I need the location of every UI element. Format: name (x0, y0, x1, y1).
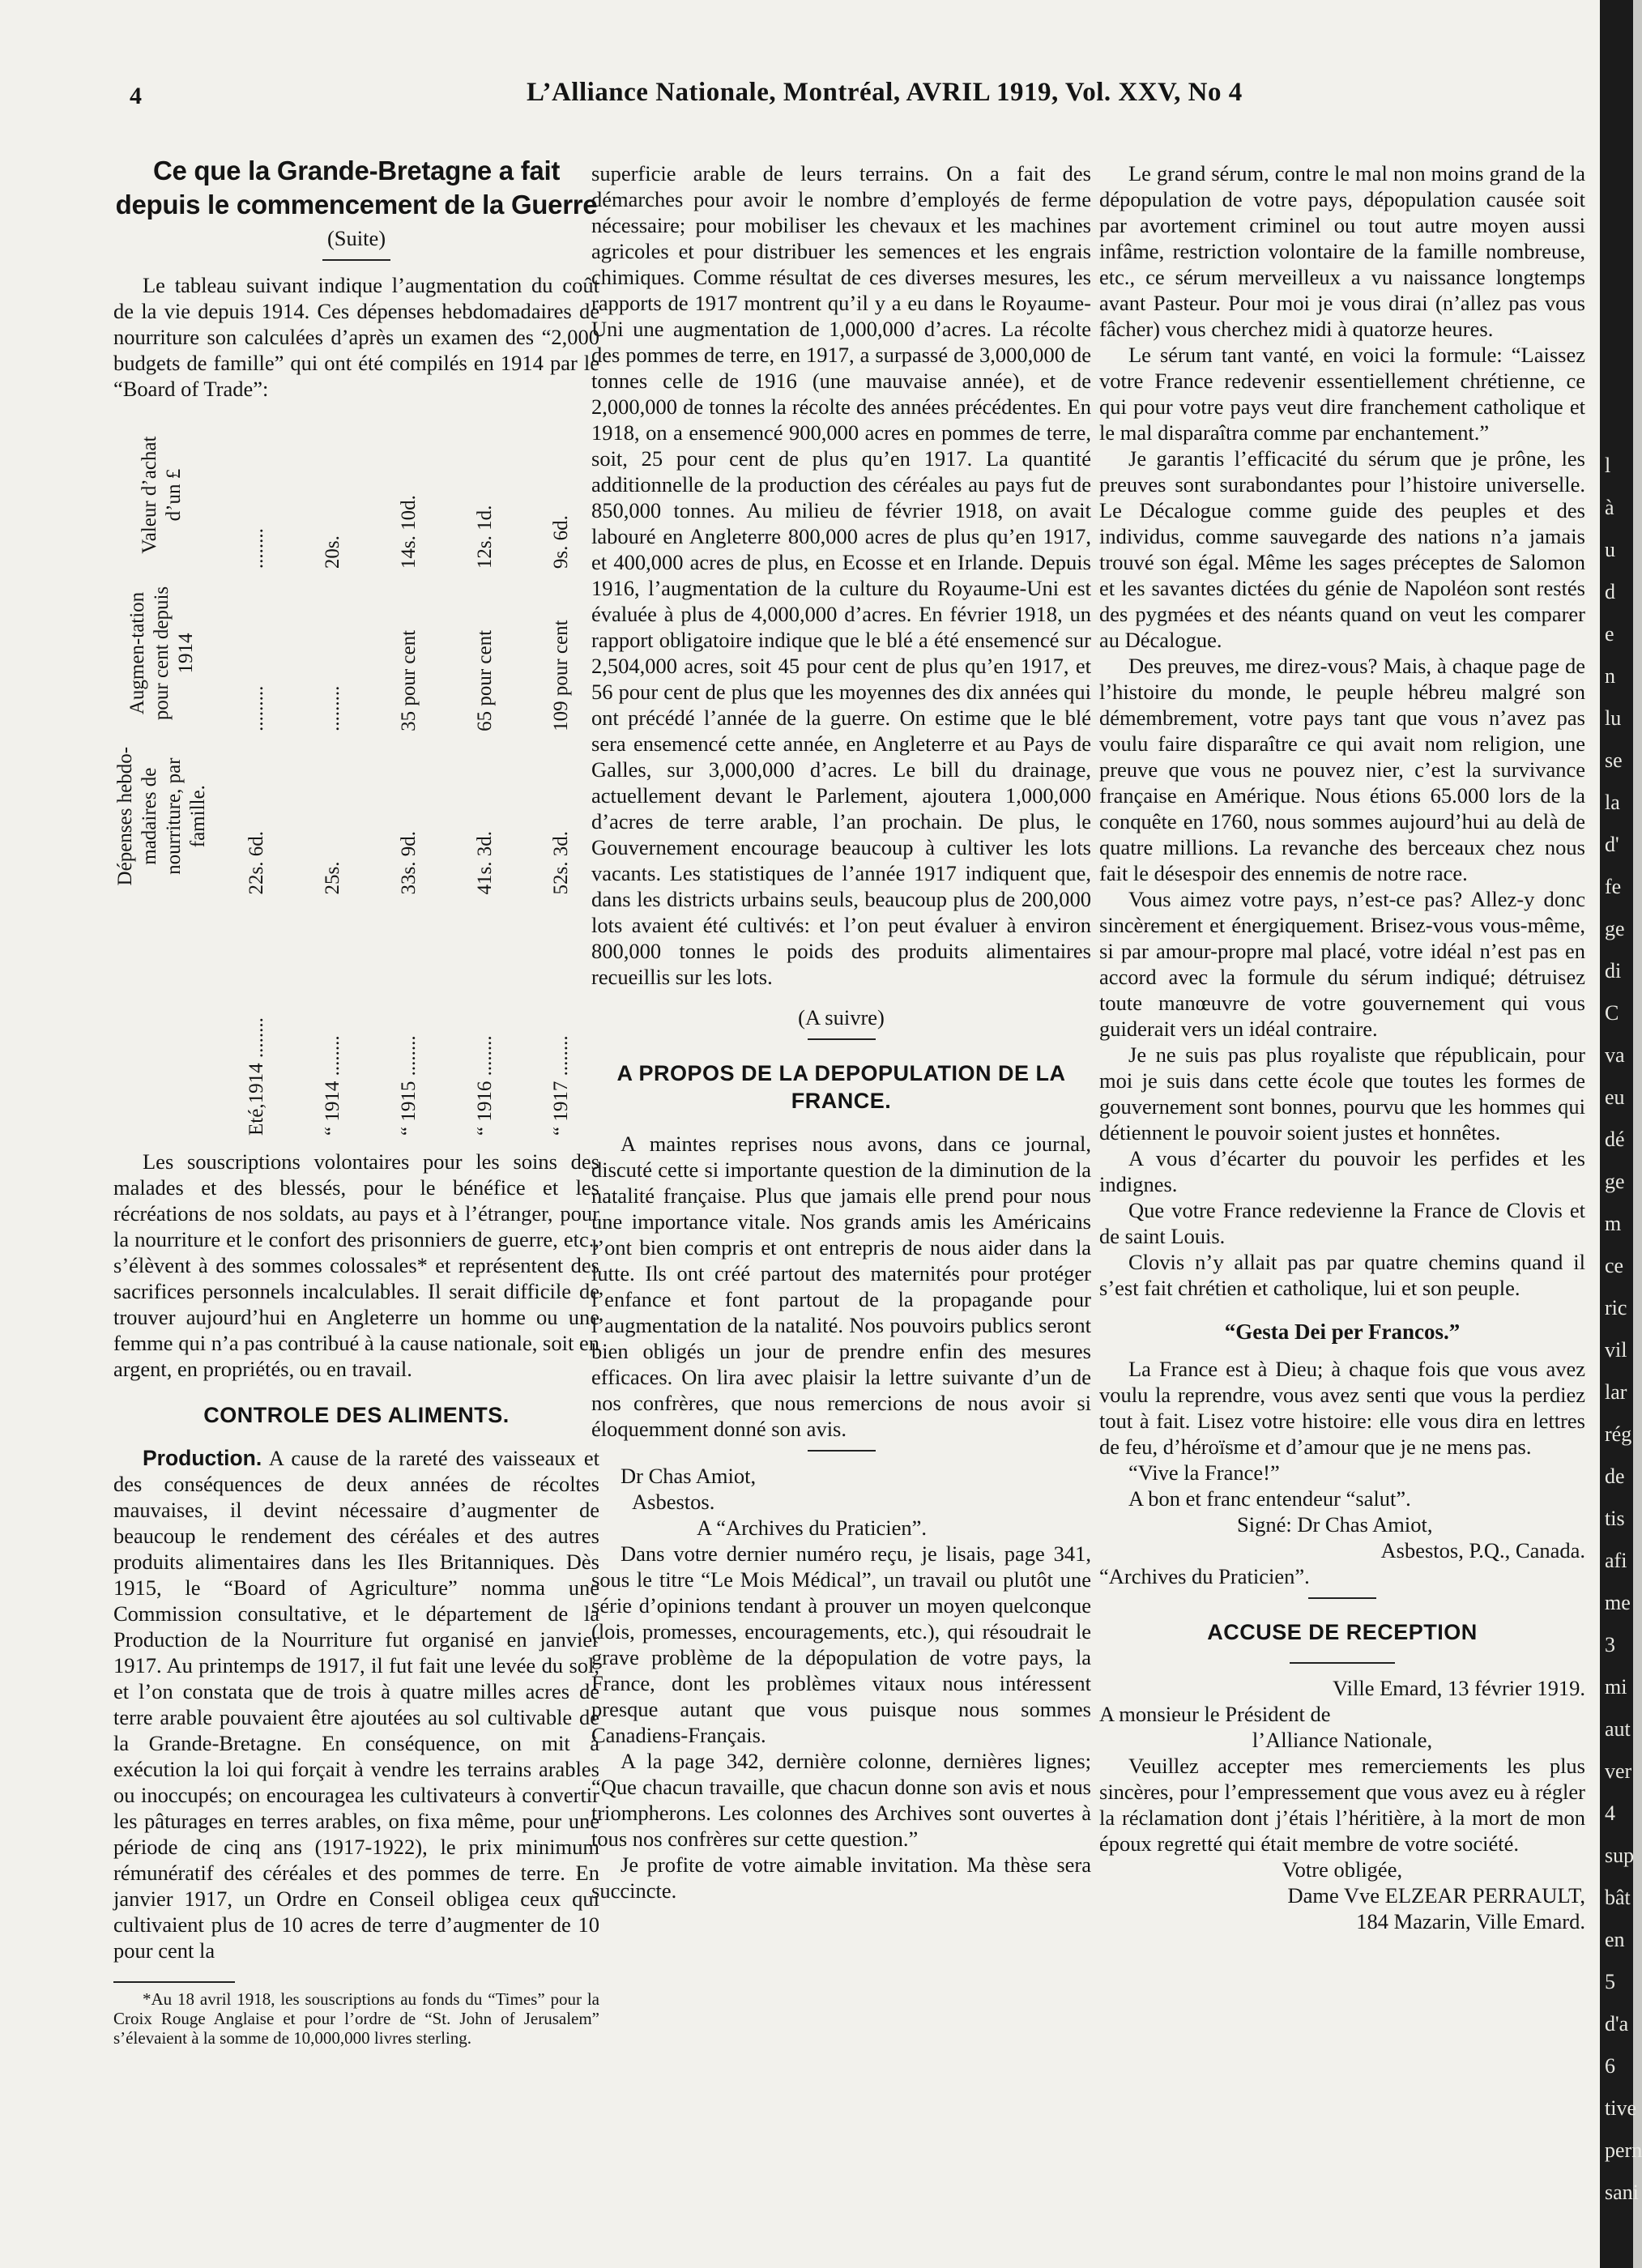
next-page-fragment: m (1605, 1212, 1622, 1235)
paragraph-serum-6: Je ne suis pas plus royaliste que républicain, pour moi je suis dans cette école que toutes les formes de gouvernement sont bonnes, pourvu que les hommes qui détiennent le pouvoir soient justes et honnêtes. (1099, 1042, 1585, 1145)
page-number: 4 (130, 83, 142, 109)
next-page-fragment: lu (1605, 706, 1622, 730)
row-label: “ 1914 ........ (322, 1035, 343, 1136)
row-label: “ 1916 ........ (474, 1035, 496, 1136)
next-page-fragment: tive (1605, 2096, 1636, 2120)
footnote: *Au 18 avril 1918, les souscriptions au fonds du “Times” pour la Croix Rouge Anglaise et pour l’ordre de “St. John of Jerusalem” s’élevaient à la somme de 10,000,000 livres sterling. (113, 1989, 599, 2048)
paragraph-serum-5: Vous aimez votre pays, n’est-ce pas? Allez-y donc sincèrement et énergiquement. Brisez-vous vous-même, si par amour-propre mal placé, votre idéal n’est pas en accord avec la formule du sérum indiqué; détruisez toute manœuvre de votre gouvernement qui vous guiderait vers un idéal contraire. (1099, 887, 1585, 1041)
next-page-fragment: de (1605, 1464, 1625, 1488)
run-in-heading: Production. (143, 1446, 262, 1470)
paragraph-serum-3: Je garantis l’efficacité du sérum que je prône, les preuves sont surabondantes pour l’histoire universelle. Le Décalogue comme guide des peuples et des individus, comme sauvegarde des nations n’a jamais trouvé son égal. Même les sages préceptes de Salomon et les savantes dictées du génie de Napoléon sont restés des pygmées et des néants quand on veut les comparer au Décalogue. (1099, 446, 1585, 652)
row-label: “ 1915 ........ (398, 1035, 420, 1136)
page-header (0, 78, 1600, 143)
table-header-year (113, 898, 219, 1140)
next-page-fragment: ge (1605, 1170, 1625, 1193)
column-2 (591, 160, 1091, 1904)
next-page-fragment: dé (1605, 1128, 1625, 1151)
table-header-value: Valeur d’achat d’un £ (139, 436, 185, 554)
next-page-fragment: tis (1605, 1507, 1625, 1530)
next-page-fragment: 4 (1605, 1801, 1615, 1825)
next-page-fragment: sani (1605, 2181, 1639, 2204)
next-page-fragment: ric (1605, 1296, 1627, 1319)
next-page-fragment: me (1605, 1591, 1631, 1614)
letter-addressee-1: A monsieur le Président de (1099, 1702, 1331, 1726)
row-spend: 41s. 3d. (474, 831, 496, 895)
row-value: ........ (245, 528, 267, 569)
letter-body: Veuillez accepter mes remerciements les plus sincères, pour l’empressement que vous avez eu à régler la réclamation dont j’étais l’héritière, à la mort de mon époux regretté qui était membre de votre société. (1099, 1754, 1585, 1856)
row-spend: 22s. 6d. (245, 831, 267, 895)
paragraph-serum-8: Que votre France redevienne la France de Clovis et de saint Louis. (1099, 1198, 1585, 1248)
row-spend: 33s. 9d. (398, 831, 420, 895)
article-title: Ce que la Grande-Bretagne a fait depuis le commencement de la Guerre (115, 156, 598, 220)
next-page-edge (1600, 0, 1642, 2268)
next-page-fragment: u (1605, 538, 1615, 561)
next-page-fragment: va (1605, 1043, 1625, 1067)
masthead: L’Alliance Nationale, Montréal, AVRIL 1919, Vol. XXV, No 4 (527, 78, 1243, 107)
next-page-fragment: se (1605, 748, 1623, 772)
table-row (371, 418, 447, 1139)
paragraph-depop-2: Dans votre dernier numéro reçu, je lisais, page 341, sous le titre “Le Mois Médical”, un travail ou plutôt une série d’opinions tendant à prouver un moyen quelconque (lois, promesses, encouragements, etc.), qui résoudrait le grave problème de la dépopulation de votre pays, la France, dont les problèmes vitaux nous intéressent presque autant que vous puisque nous sommes Canadiens-Français. (591, 1541, 1091, 1747)
next-page-fragment: aut (1605, 1717, 1631, 1741)
next-page-fragment: 6 (1605, 2054, 1615, 2078)
table-row (447, 418, 523, 1139)
table-row (523, 418, 599, 1139)
next-page-fragment: pern (1605, 2138, 1642, 2162)
next-page-fragment: 5 (1605, 1970, 1615, 1993)
paragraph-depop-1: A maintes reprises nous avons, dans ce journal, discuté cette si importante question de la diminution de la natalité française. Plus que jamais elle prend pour nous une importance vitale. Nos grands amis les Américains l’ont bien compris et ont entrepris de nous aider dans la lutte. Ils ont créé partout des maternités pour protéger l’enfance et font partout de la propagande pour l’augmentation de la natalité. Nos pouvoirs publics seront bien obligés un jour de prendre enfin des mesures efficaces. On lira avec plaisir la lettre suivante d’un de nos confrères, que nous remercions de nous avoir si éloquemment donné son avis. (591, 1132, 1091, 1441)
next-page-fragment: la (1605, 791, 1620, 814)
signature-line: Signé: Dr Chas Amiot, (1237, 1512, 1433, 1537)
article-subtitle: (Suite) (326, 226, 386, 250)
divider (322, 259, 390, 261)
section-heading-controle: CONTROLE DES ALIMENTS. (203, 1403, 510, 1427)
next-page-fragment: mi (1605, 1675, 1627, 1699)
cost-of-living-table-area (113, 410, 599, 1139)
table-header-spend: Dépenses hebdo-madaires de nourriture, par famille. (114, 746, 209, 886)
footnote-divider (113, 1981, 235, 1983)
section-heading-accuse: ACCUSE DE RECEPTION (1207, 1620, 1478, 1644)
column-1 (113, 154, 599, 2048)
row-increase: 65 pour cent (474, 629, 496, 731)
letter-date: Ville Emard, 13 février 1919. (1333, 1676, 1585, 1700)
next-page-fragment: en (1605, 1928, 1625, 1951)
column-3 (1099, 160, 1585, 1934)
next-page-fragment: afi (1605, 1549, 1627, 1572)
table-row (219, 418, 295, 1139)
salut-line: A bon et franc entendeur “salut”. (1128, 1486, 1411, 1511)
next-page-fragment: à (1605, 496, 1614, 519)
row-value: 9s. 6d. (550, 515, 572, 569)
next-page-fragment: d (1605, 580, 1615, 603)
row-increase: 35 pour cent (398, 629, 420, 731)
next-page-fragment: ce (1605, 1254, 1624, 1277)
gesta-heading: “Gesta Dei per Francos.” (1224, 1319, 1461, 1344)
paragraph-continuation: superficie arable de leurs terrains. On a fait des démarches pour avoir le nombre d’employés de ferme nécessaire; pour mobiliser les chevaux et les machines agricoles et pour distribuer les semences et les engrais chimiques. Comme résultat de ces diverses mesures, les rapports de 1917 montrent qu’il y a eu dans le Royaume-Uni une augmentation de 1,000,000 d’acres. La récolte des pommes de terre, en 1917, a surpassé de 3,000,000 de tonnes celle de 1916 (une mauvaise année), et de 2,000,000 de tonnes la récolte des années précédentes. En 1918, on a ensemencé 900,000 acres en pommes de terre, soit, 25 pour cent de plus qu’en 1917. La quantité additionnelle de la production des céréales au pays fut de 850,000 tonnes. Au milieu de février 1918, on avait labouré en Angleterre 800,000 acres de plus qu’en 1917, et 400,000 acres de plus, en Ecosse et en Irlande. Depuis 1916, l’augmentation de la culture du Royaume-Uni est évaluée à plus de 4,000,000 d’acres. En février 1918, un rapport obligatoire indique que le blé a été ensemencé sur 2,504,000 acres, soit 45 pour cent de plus qu’en 1917, et 56 pour cent de plus que les moyennes des dix années qui ont précédé l’année de la guerre. On estime que le blé sera ensemencé cette année, en Angleterre et au Pays de Galles, sur 3,000,000 d’acres. Le bill du drainage, actuellement devant le Parlement, ajoutera 1,000,000 d’acres de terre arable, l’an prochain. De plus, le Gouvernement encourage beaucoup à cultiver les lots vacants. Les statistiques de l’année 1917 indiquent que, dans les districts urbains seuls, beaucoup plus de 200,000 lots avaient été cultivés: et l’on peut évaluer à environ 800,000 tonnes le poids des produits alimentaires recueillis sur les lots. (591, 161, 1091, 989)
row-value: 14s. 10d. (398, 495, 420, 569)
vive-la-france: “Vive la France!” (1128, 1460, 1280, 1485)
next-page-fragment: ver (1605, 1759, 1632, 1783)
row-label: Eté,1914 ........ (245, 1017, 267, 1136)
paragraph-souscriptions: Les souscriptions volontaires pour les soins des malades et des blessés, pour le bénéfice et les récréations de nos soldats, au pays et à l’étranger, pour la nourriture et le confort des prisonniers de guerre, etc., s’élèvent à des sommes colossales* et représentent des sacrifices personnels incalculables. Il serait difficile de trouver aujourd’hui en Angleterre un homme ou une femme qui n’a pas contribué à la cause nationale, soit en argent, en propriétés, ou en travail. (113, 1149, 599, 1381)
row-increase: ......... (322, 685, 343, 731)
row-label: “ 1917 ........ (550, 1035, 572, 1136)
paragraph-serum-10: La France est à Dieu; à chaque fois que vous avez voulu la reprendre, vous avez senti que vous la perdiez tout à fait. Lisez votre histoire: elle vous dira en lettres de feu, d’héroïsme et d’amour que je ne mens pas. (1099, 1357, 1585, 1459)
letter-author: Dr Chas Amiot, (621, 1464, 757, 1488)
next-page-fragment: C (1605, 1001, 1619, 1025)
cost-of-living-table (113, 418, 599, 1139)
archives-line: “Archives du Praticien”. (1099, 1564, 1310, 1588)
next-page-fragment: d'a (1605, 2012, 1629, 2036)
row-value: 20s. (322, 535, 343, 569)
next-page-fragment: ge (1605, 917, 1625, 940)
next-page-fragment: sup (1605, 1844, 1635, 1867)
letter-recipient: A “Archives du Praticien”. (697, 1516, 928, 1540)
paragraph-depop-3: A la page 342, dernière colonne, dernières lignes; “Que chacun travaille, que chacun donne son avis et nous triompherons. Les colonnes des Archives sont ouvertes à tous nos confrères sur cette question.” (591, 1749, 1091, 1851)
letter-closing: Votre obligée, (1282, 1857, 1403, 1882)
divider (1290, 1662, 1395, 1664)
next-page-fragments (1600, 0, 1642, 2268)
paragraph-production (113, 1445, 599, 1963)
next-page-fragment: eu (1605, 1085, 1625, 1109)
divider (1308, 1597, 1376, 1599)
divider (808, 1038, 876, 1040)
next-page-fragment: rég (1605, 1422, 1632, 1446)
letter-place: Asbestos. (632, 1490, 715, 1514)
table-header-increase: Augmen-tation pour cent depuis 1914 (126, 586, 197, 721)
next-page-fragment: 3 (1605, 1633, 1615, 1656)
divider (808, 1450, 876, 1452)
paragraph-serum-1: Le grand sérum, contre le mal non moins grand de la dépopulation de votre pays, dépopulation causée soit par avortement criminel ou tout autre moyen aussi infâme, restriction volontaire de la famille nombreuse, etc., ce sérum merveilleux a vu naissance longtemps avant Pasteur. Pour moi je vous dirai (n’allez pas vous fâcher) vous cherchez midi à quatorze heures. (1099, 161, 1585, 341)
paragraph-serum-4: Des preuves, me direz-vous? Mais, à chaque page de l’histoire du monde, le peuple hébreu malgré son démembrement, votre pays tant que vous n’avez pas voulu faire disparaître ce qui avait nom religion, une preuve que vous ne pouvez nier, c’est la survivance française en Amérique. Nous étions 65.000 lors de la conquête en 1760, nous sommes aujourd’hui au delà de quatre millions. La revanche des berceaux chez nous fait le désespoir des ennemis de notre race. (1099, 654, 1585, 885)
next-page-fragment: e (1605, 622, 1614, 646)
next-page-fragment: l (1605, 454, 1611, 477)
row-increase: 109 pour cent (550, 620, 572, 731)
section-heading-depopulation: A PROPOS DE LA DEPOPULATION DE LA FRANCE. (616, 1061, 1066, 1113)
row-spend: 25s. (322, 861, 343, 895)
letter-signature-name: Dame Vve ELZEAR PERRAULT, (1287, 1883, 1585, 1908)
paragraph-depop-4: Je profite de votre aimable invitation. Ma thèse sera succincte. (591, 1852, 1091, 1903)
row-value: 12s. 1d. (474, 505, 496, 569)
next-page-fragment: lar (1605, 1380, 1627, 1404)
next-page-fragment: n (1605, 664, 1615, 688)
row-increase: ......... (245, 685, 267, 731)
letter-signature-address: 184 Mazarin, Ville Emard. (1356, 1909, 1585, 1933)
signature-place: Asbestos, P.Q., Canada. (1380, 1538, 1585, 1562)
letter-addressee-2: l’Alliance Nationale, (1252, 1728, 1433, 1752)
next-page-fragment: fe (1605, 875, 1622, 898)
next-page-fragment: di (1605, 959, 1622, 983)
next-page-fragment: vil (1605, 1338, 1627, 1362)
paragraph-serum-2: Le sérum tant vanté, en voici la formule: “Laissez votre France redevenir essentiellement chrétienne, ce qui pour votre pays veut dire franchement catholique et le mal disparaîtra comme par enchantement.” (1099, 343, 1585, 445)
paragraph-serum-9: Clovis n’y allait pas par quatre chemins quand il s’est fait chrétien et catholique, lui et son peuple. (1099, 1250, 1585, 1300)
to-be-continued: (A suivre) (798, 1005, 885, 1030)
table-row (295, 418, 371, 1139)
next-page-fragment: bât (1605, 1886, 1631, 1909)
table-intro: Le tableau suivant indique l’augmentation du coût de la vie depuis 1914. Ces dépenses hebdomadaires de nourriture son calculées d’après un examen des “2,000 budgets de famille” qui ont été compilés en 1914 par le “Board of Trade”: (113, 273, 599, 401)
paragraph-serum-7: A vous d’écarter du pouvoir les perfides et les indignes. (1099, 1146, 1585, 1196)
row-spend: 52s. 3d. (550, 831, 572, 895)
production-text: A cause de la rareté des vaisseaux et des conséquences de deux années de récoltes mauvaises, il devint nécessaire d’augmenter de beaucoup le rendement des céréales et des autres produits alimentaires dans les Iles Britanniques. Dès 1915, le “Board of Agriculture” nomma une Commission consultative, et le département de la Production de la Nourriture fut organisé en janvier 1917. Au printemps de 1917, il fut fait une levée du sol, et l’on constata que de trois à quatre milles acres de terre arable pouvaient être ajoutées au sol cultivable de la Grande-Bretagne. En conséquence, on mit à exécution la loi qui forçait à vendre les terrains arables ou inoccupés; on encouragea les cultivateurs à convertir les pâturages en terres arables, on fixa même, pour une période de cinq ans (1917-1922), le prix minimum rémunératif des céréales et des pommes de terre. En janvier 1917, un Ordre en Conseil obligea ceux qui cultivaient plus de 10 acres de terre d’augmenter de 10 pour cent la (113, 1446, 599, 1963)
next-page-fragment: d' (1605, 833, 1619, 856)
